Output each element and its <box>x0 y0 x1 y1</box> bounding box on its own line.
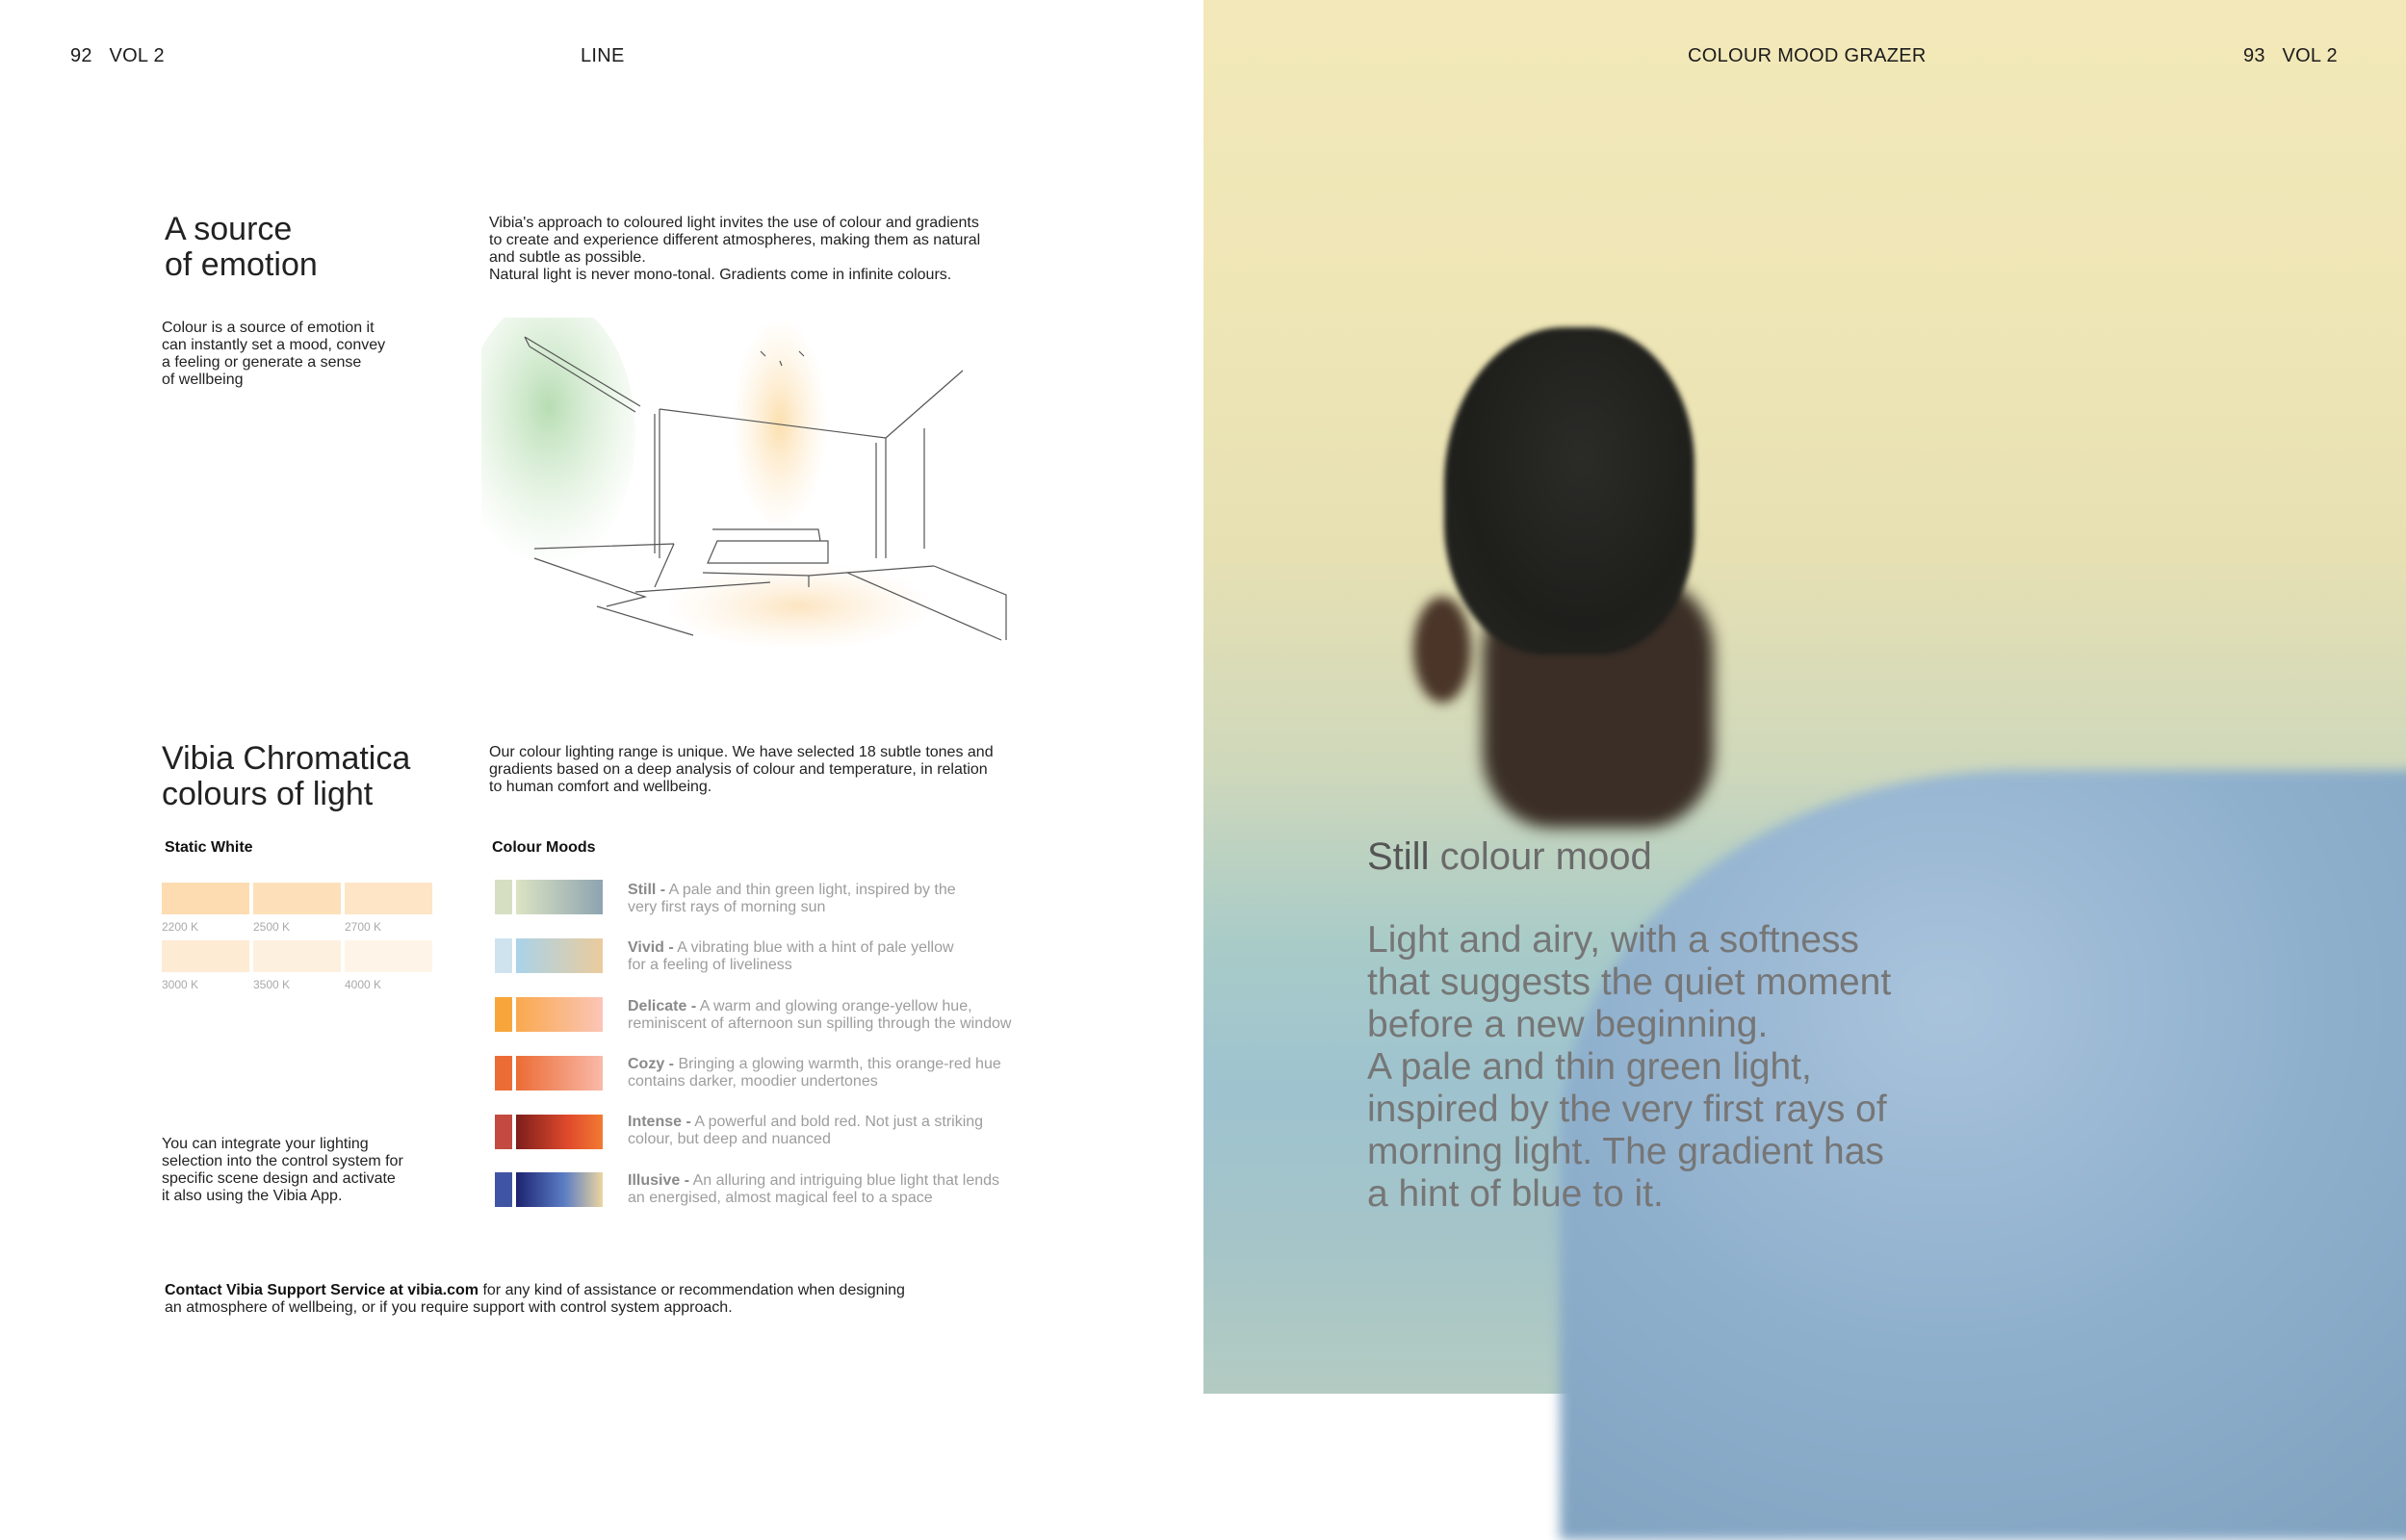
mood-cozy-text: Cozy - Bringing a glowing warmth, this orange-red hue contains darker, moodier undertones <box>628 1056 1001 1090</box>
right-page-number: 93 VOL 2 <box>2243 45 2338 66</box>
swatch-3500k <box>253 940 341 972</box>
swatch-label: 2200 K <box>162 920 199 934</box>
room-sketch-illustration <box>481 318 1021 664</box>
mood-still-swatch <box>495 880 603 914</box>
swatch-3000k <box>162 940 249 972</box>
swatch-label: 3000 K <box>162 978 199 991</box>
integrate-text: You can integrate your lighting selection into the control system for specific scene design and activate it also using the Vibia App. <box>162 1136 403 1204</box>
mood-illusive-text: Illusive - An alluring and intriguing blue light that lends an energised, almost magical feel to a space <box>628 1172 1000 1206</box>
mood-vivid-text: Vivid - A vibrating blue with a hint of pale yellow for a feeling of liveliness <box>628 939 954 973</box>
mood-delicate-text: Delicate - A warm and glowing orange-yellow hue, reminiscent of afternoon sun spilling through the window <box>628 998 1012 1032</box>
swatch-2700k <box>345 883 432 914</box>
chromatica-title: Vibia Chromatica colours of light <box>162 740 411 812</box>
mood-delicate-swatch <box>495 997 603 1032</box>
static-white-label: Static White <box>165 839 253 856</box>
still-colour-mood-body: Light and airy, with a softness that suggests the quiet moment before a new beginning. A pale and thin green light, inspired by the very first rays of morning light. The gradient has a hint of blue to it. <box>1367 919 1892 1215</box>
swatch-label: 3500 K <box>253 978 291 991</box>
intro-title: A source of emotion <box>165 211 318 283</box>
mood-intense-text: Intense - A powerful and bold red. Not just a striking colour, but deep and nuanced <box>628 1114 984 1147</box>
swatch-2500k <box>253 883 341 914</box>
swatch-label: 2700 K <box>345 920 382 934</box>
mood-vivid-swatch <box>495 938 603 973</box>
swatch-2200k <box>162 883 249 914</box>
mood-illusive-swatch <box>495 1172 603 1207</box>
chromatica-body: Our colour lighting range is unique. We have selected 18 subtle tones and gradients based on a deep analysis of colour and temperature, in relation to human comfort and wellbeing. <box>489 744 994 795</box>
mood-cozy-swatch <box>495 1056 603 1091</box>
swatch-4000k <box>345 940 432 972</box>
swatch-label: 4000 K <box>345 978 382 991</box>
intro-side-text: Colour is a source of emotion it can instantly set a mood, convey a feeling or generate a sense of wellbeing <box>162 320 386 388</box>
colour-moods-label: Colour Moods <box>492 839 596 856</box>
intro-body: Vibia's approach to coloured light invites the use of colour and gradients to create and experience different atmospheres, making them as natural and subtle as possible. Natural light is never mono-tonal. Gradients come in infinite colours. <box>489 215 981 283</box>
left-section-title: LINE <box>581 45 625 66</box>
swatch-label: 2500 K <box>253 920 291 934</box>
left-page <box>0 0 1203 1394</box>
mood-still-text: Still - A pale and thin green light, inspired by the very first rays of morning sun <box>628 882 956 915</box>
left-page-number: 92 VOL 2 <box>70 45 165 66</box>
person-head-photo <box>1444 327 1695 654</box>
still-colour-mood-title: Still colour mood <box>1367 835 1652 878</box>
right-section-title: COLOUR MOOD GRAZER <box>1688 45 1927 66</box>
contact-link[interactable]: Contact Vibia Support Service at vibia.com <box>165 1282 479 1298</box>
mood-intense-swatch <box>495 1115 603 1149</box>
footer-contact: Contact Vibia Support Service at vibia.com for any kind of assistance or recommendation when designing an atmosphere of wellbeing, or if you require support with control system approach. <box>165 1282 905 1316</box>
person-ear-photo <box>1413 597 1471 703</box>
